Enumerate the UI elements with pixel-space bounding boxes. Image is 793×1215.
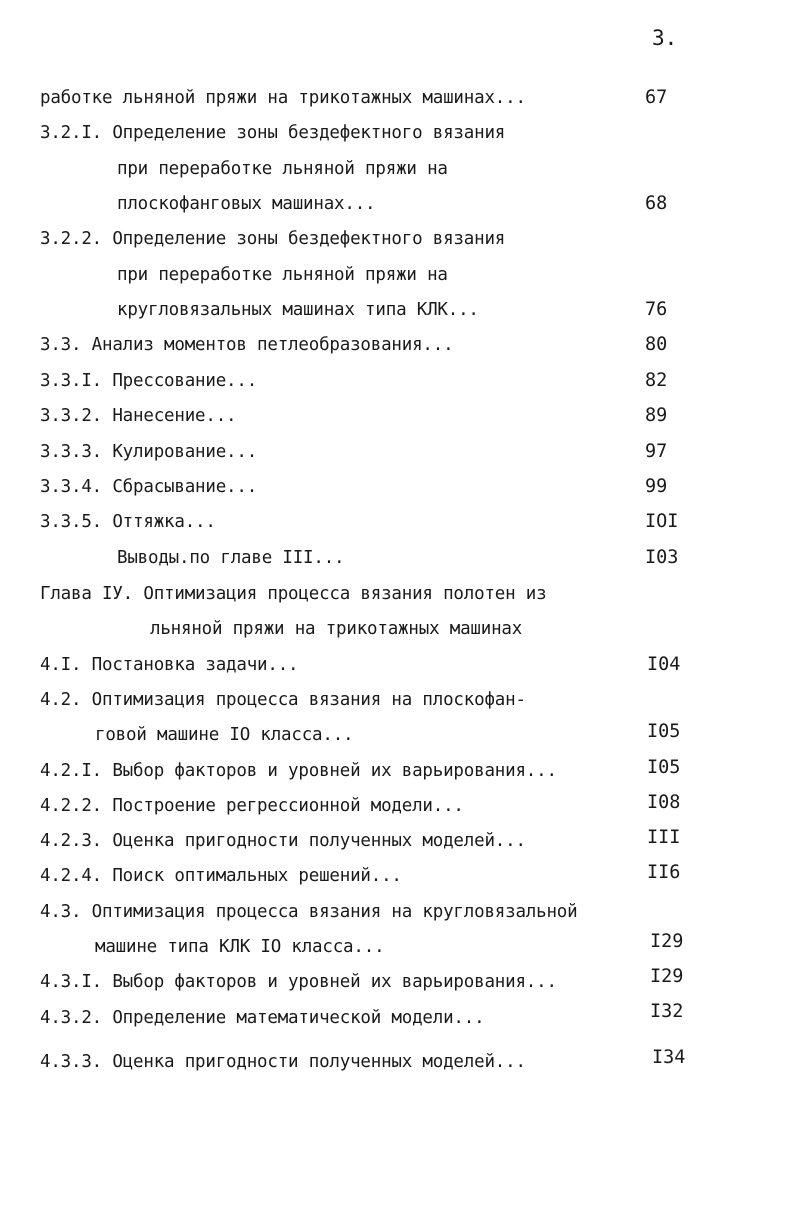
toc-page-number: 80 (645, 334, 668, 355)
toc-line: 3.3.3. Кулирование... (40, 442, 258, 462)
toc-page-number: I29 (650, 931, 684, 952)
toc-line: 3.3.5. Оттяжка... (40, 512, 216, 532)
toc-page-number: 97 (645, 441, 668, 462)
toc-page-number: 68 (645, 193, 668, 214)
toc-page-number: I05 (647, 721, 681, 742)
toc-line: при переработке льняной пряжи на (117, 265, 448, 285)
toc-line: 4.2.3. Оценка пригодности полученных моделей... (40, 831, 526, 851)
toc-page-number: I34 (652, 1047, 686, 1068)
toc-line: 4.3.3. Оценка пригодности полученных моделей... (40, 1052, 526, 1072)
toc-line: Глава IУ. Оптимизация процесса вязания полотен из (40, 584, 547, 604)
toc-line: работке льняной пряжи на трикотажных машинах... (40, 88, 526, 108)
toc-line: 3.2.2. Определение зоны бездефектного вязания (40, 229, 506, 249)
toc-line: Выводы.по главе III... (117, 548, 345, 568)
toc-line: 4.2. Оптимизация процесса вязания на плоскофан- (40, 690, 526, 710)
toc-line: 3.3. Анализ моментов петлеобразования... (40, 335, 454, 355)
toc-page-number: I32 (650, 1001, 684, 1022)
toc-line: 3.3.2. Нанесение... (40, 406, 237, 426)
toc-line: машине типа КЛК IO класса... (95, 937, 385, 957)
toc-line: льняной пряжи на трикотажных машинах (150, 619, 523, 639)
toc-line: 4.I. Постановка задачи... (40, 655, 299, 675)
toc-line: 3.3.I. Прессование... (40, 371, 258, 391)
toc-page-number: I04 (647, 654, 681, 675)
toc-line: кругловязальных машинах типа КЛК... (117, 300, 479, 320)
toc-line: 4.2.I. Выбор факторов и уровней их варьирования... (40, 761, 557, 781)
toc-line: 4.2.4. Поиск оптимальных решений... (40, 866, 402, 886)
toc-line: 4.2.2. Построение регрессионной модели... (40, 796, 464, 816)
toc-line: плоскофанговых машинах... (117, 194, 376, 214)
toc-line: 4.3.2. Определение математической модели... (40, 1008, 485, 1028)
toc-page-number: I05 (647, 757, 681, 778)
page-number: 3. (652, 26, 678, 50)
toc-page-number: 89 (645, 405, 668, 426)
toc-line: при переработке льняной пряжи на (117, 159, 448, 179)
toc-line: 3.2.I. Определение зоны бездефектного вязания (40, 123, 506, 143)
toc-page-number: I03 (645, 547, 679, 568)
toc-page-number: 99 (645, 476, 668, 497)
toc-page-number: II6 (647, 862, 681, 883)
toc-line: 4.3.I. Выбор факторов и уровней их варьирования... (40, 972, 557, 992)
toc-line: говой машине IO класса... (95, 725, 354, 745)
toc-page-number: IOI (645, 511, 679, 532)
toc-page-number: I29 (650, 966, 684, 987)
toc-page-number: III (647, 827, 681, 848)
toc-page-number: 82 (645, 370, 668, 391)
toc-page-number: 76 (645, 299, 668, 320)
toc-line: 3.3.4. Сбрасывание... (40, 477, 258, 497)
toc-page-number: 67 (645, 87, 668, 108)
toc-line: 4.3. Оптимизация процесса вязания на кругловязальной (40, 902, 578, 922)
toc-page-number: I08 (647, 792, 681, 813)
